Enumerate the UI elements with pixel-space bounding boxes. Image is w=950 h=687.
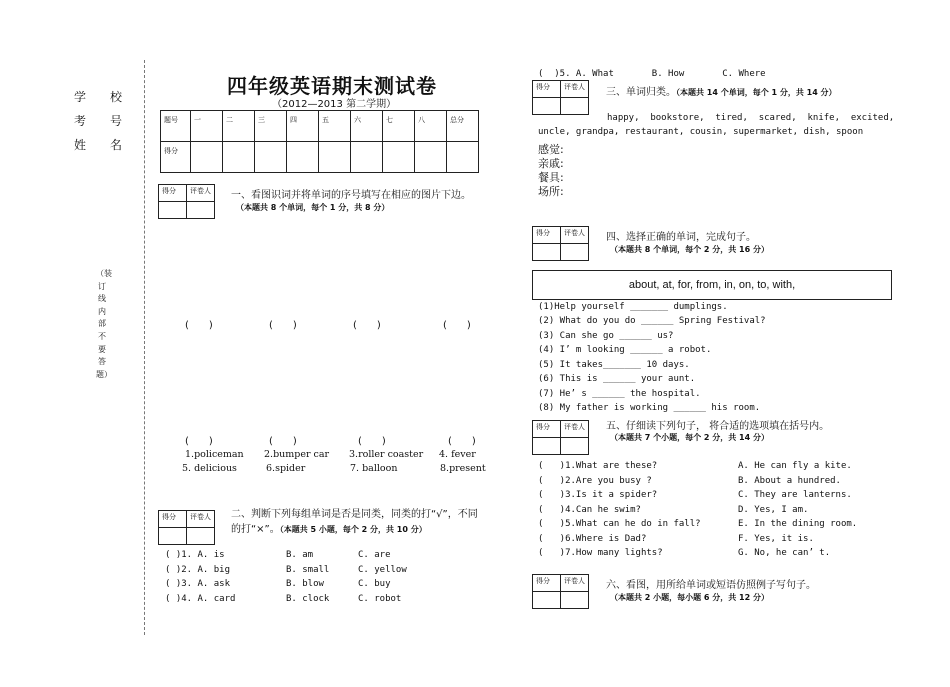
- section4-note: （本题共 8 个单词，每个 2 分，共 16 分）: [610, 245, 769, 254]
- score-cell[interactable]: [319, 142, 351, 173]
- answer-blank[interactable]: ( ): [358, 436, 386, 447]
- score-table-header: 七: [383, 111, 415, 142]
- section6-note: （本题共 2 小题，每小题 6 分，共 12 分）: [610, 593, 769, 602]
- score-table-header: 三: [255, 111, 287, 142]
- judge-option: B. blow: [286, 579, 324, 589]
- score-table-header: 八: [415, 111, 447, 142]
- vocab-word: 2.bumper car: [264, 449, 330, 460]
- answer-blank[interactable]: ( ): [269, 320, 297, 331]
- exam-number-label: 考 号: [74, 114, 123, 128]
- match-answer: C. They are lanterns.: [738, 490, 852, 500]
- fill-sentence: (4) I’ m looking ______ a robot.: [538, 345, 712, 355]
- grader-score-cell[interactable]: [533, 244, 561, 261]
- grader-score-cell[interactable]: [159, 202, 187, 219]
- vocab-word: 6.spider: [266, 463, 306, 474]
- score-table-header: 六: [351, 111, 383, 142]
- section3-title: 三、单词归类。: [606, 87, 676, 98]
- category-relatives: 亲戚:: [538, 157, 564, 170]
- grader-score-cell[interactable]: [533, 592, 561, 609]
- match-question: ( )7.How many lights?: [538, 548, 663, 558]
- grader-person-cell[interactable]: [561, 98, 589, 115]
- grader-person-cell[interactable]: [187, 202, 215, 219]
- grader-score-label: 得分: [159, 185, 187, 202]
- section1-title: 一、看图识词并将单词的序号填写在相应的图片下边。: [231, 190, 471, 201]
- category-tableware: 餐具:: [538, 171, 564, 184]
- match-answer: B. About a hundred.: [738, 476, 841, 486]
- word-bank: about, at, for, from, in, on, to, with,: [532, 270, 892, 300]
- section6-title: 六、看图，用所给单词或短语仿照例子写句子。: [606, 580, 816, 591]
- fill-sentence: (6) This is ______ your aunt.: [538, 374, 696, 384]
- score-cell[interactable]: [351, 142, 383, 173]
- section2-title-cont: [231, 520, 427, 535]
- judge-option: C. are: [358, 550, 391, 560]
- category-feelings: 感觉:: [538, 143, 564, 156]
- score-cell[interactable]: [191, 142, 223, 173]
- section2-note: （本题共 5 小题，每个 2 分，共 10 分）: [279, 525, 427, 534]
- grader-person-label: 评卷人: [187, 185, 215, 202]
- match-question: ( )3.Is it a spider?: [538, 490, 658, 500]
- match-answer: A. He can fly a kite.: [738, 461, 852, 471]
- answer-blank[interactable]: ( ): [185, 436, 213, 447]
- score-cell[interactable]: [255, 142, 287, 173]
- term-subtitle: （2012—2013 第二学期）: [272, 99, 397, 110]
- category-places: 场所:: [538, 185, 564, 198]
- score-table-header: 二: [223, 111, 255, 142]
- score-cell[interactable]: [415, 142, 447, 173]
- school-label: 学 校: [74, 90, 123, 104]
- binding-note: （装订线内部不要答题）: [96, 269, 112, 379]
- section4-title: 四、选择正确的单词，完成句子。: [606, 232, 756, 243]
- match-question: ( )5.What can he do in fall?: [538, 519, 701, 529]
- grader-box-4: [532, 226, 589, 261]
- judge-item: ( )4. A. card: [165, 594, 236, 604]
- section1-note: （本题共 8 个单词，每个 1 分，共 8 分）: [236, 203, 390, 212]
- judge-item-5: ( )5. A. What B. How C. Where: [538, 69, 766, 79]
- score-table-header: 五: [319, 111, 351, 142]
- vocab-word: 4. fever: [439, 449, 476, 460]
- grader-person-cell[interactable]: [561, 592, 589, 609]
- match-question: ( )6.Where is Dad?: [538, 534, 647, 544]
- section5-title: 五、仔细读下列句子， 将合适的选项填在括号内。: [606, 421, 830, 432]
- grader-score-label: 得分: [533, 575, 561, 592]
- section2-title-line2: 的打“×”。: [231, 524, 280, 535]
- grader-person-label: 评卷人: [561, 81, 589, 98]
- score-table-header: 一: [191, 111, 223, 142]
- grader-person-cell[interactable]: [561, 438, 589, 455]
- grader-person-cell[interactable]: [561, 244, 589, 261]
- judge-item: ( )3. A. ask: [165, 579, 231, 589]
- binding-dashed-line: [144, 60, 145, 635]
- fill-sentence: (3) Can she go ______ us?: [538, 331, 674, 341]
- score-table-header: 总分: [447, 111, 479, 142]
- answer-blank[interactable]: ( ): [185, 320, 213, 331]
- section3-note: （本题共 14 个单词，每个 1 分，共 14 分）: [676, 88, 837, 97]
- judge-option: B. small: [286, 565, 330, 575]
- section5-note: （本题共 7 个小题，每个 2 分，共 14 分）: [610, 433, 769, 442]
- judge-option: C. robot: [358, 594, 402, 604]
- score-cell[interactable]: [447, 142, 479, 173]
- grader-box-2: [158, 510, 215, 545]
- judge-option: C. yellow: [358, 565, 407, 575]
- grader-person-label: 评卷人: [561, 575, 589, 592]
- vocab-word: 7. balloon: [350, 463, 398, 474]
- vocab-word: 8.present: [440, 463, 486, 474]
- grader-score-cell[interactable]: [533, 98, 561, 115]
- grader-score-label: 得分: [159, 511, 187, 528]
- judge-option: C. buy: [358, 579, 391, 589]
- section2-title: 二、判断下列每组单词是否是同类，同类的打“√”，不同: [231, 509, 478, 520]
- score-row-label: 得分: [161, 142, 191, 173]
- grader-box-1: [158, 184, 215, 219]
- judge-option: B. clock: [286, 594, 330, 604]
- section3-words: uncle, grandpa, restaurant, cousin, supermarket, dish, spoon: [538, 127, 864, 137]
- match-answer: E. In the dining room.: [738, 519, 858, 529]
- grader-score-cell[interactable]: [159, 528, 187, 545]
- fill-sentence: (7) He’ s ______ the hospital.: [538, 389, 701, 399]
- score-cell[interactable]: [383, 142, 415, 173]
- name-label: 姓 名: [74, 138, 123, 152]
- score-table: [160, 110, 479, 173]
- judge-option: B. am: [286, 550, 314, 560]
- match-answer: G. No, he can’ t.: [738, 548, 831, 558]
- fill-sentence: (2) What do you do ______ Spring Festival?: [538, 316, 766, 326]
- grader-score-cell[interactable]: [533, 438, 561, 455]
- match-question: ( )2.Are you busy ?: [538, 476, 652, 486]
- grader-person-label: 评卷人: [187, 511, 215, 528]
- answer-blank[interactable]: ( ): [448, 436, 476, 447]
- page-title: 四年级英语期末测试卷: [227, 74, 437, 98]
- match-question: ( )4.Can he swim?: [538, 505, 641, 515]
- vocab-word: 3.roller coaster: [349, 449, 424, 460]
- score-table-header: 题号: [161, 111, 191, 142]
- score-table-header: 四: [287, 111, 319, 142]
- match-answer: D. Yes, I am.: [738, 505, 809, 515]
- match-answer: F. Yes, it is.: [738, 534, 814, 544]
- vocab-word: 5. delicious: [182, 463, 237, 474]
- fill-sentence: (8) My father is working ______ his room.: [538, 403, 761, 413]
- grader-score-label: 得分: [533, 421, 561, 438]
- answer-blank[interactable]: ( ): [269, 436, 297, 447]
- section3-title-row: [606, 83, 837, 98]
- score-cell[interactable]: [287, 142, 319, 173]
- judge-item: ( )1. A. is: [165, 550, 225, 560]
- answer-blank[interactable]: ( ): [443, 320, 471, 331]
- vocab-word: 1.policeman: [185, 449, 244, 460]
- judge-item: ( )2. A. big: [165, 565, 231, 575]
- grader-box-6: [532, 574, 589, 609]
- grader-score-label: 得分: [533, 81, 561, 98]
- grader-box-3: [532, 80, 589, 115]
- grader-person-cell[interactable]: [187, 528, 215, 545]
- match-question: ( )1.What are these?: [538, 461, 658, 471]
- grader-box-5: [532, 420, 589, 455]
- score-cell[interactable]: [223, 142, 255, 173]
- section3-words: happy, bookstore, tired, scared, knife, excited,: [607, 113, 895, 123]
- fill-sentence: (1)Help yourself _______ dumplings.: [538, 302, 728, 312]
- grader-person-label: 评卷人: [561, 227, 589, 244]
- grader-score-label: 得分: [533, 227, 561, 244]
- answer-blank[interactable]: ( ): [353, 320, 381, 331]
- fill-sentence: (5) It takes_______ 10 days.: [538, 360, 690, 370]
- grader-person-label: 评卷人: [561, 421, 589, 438]
